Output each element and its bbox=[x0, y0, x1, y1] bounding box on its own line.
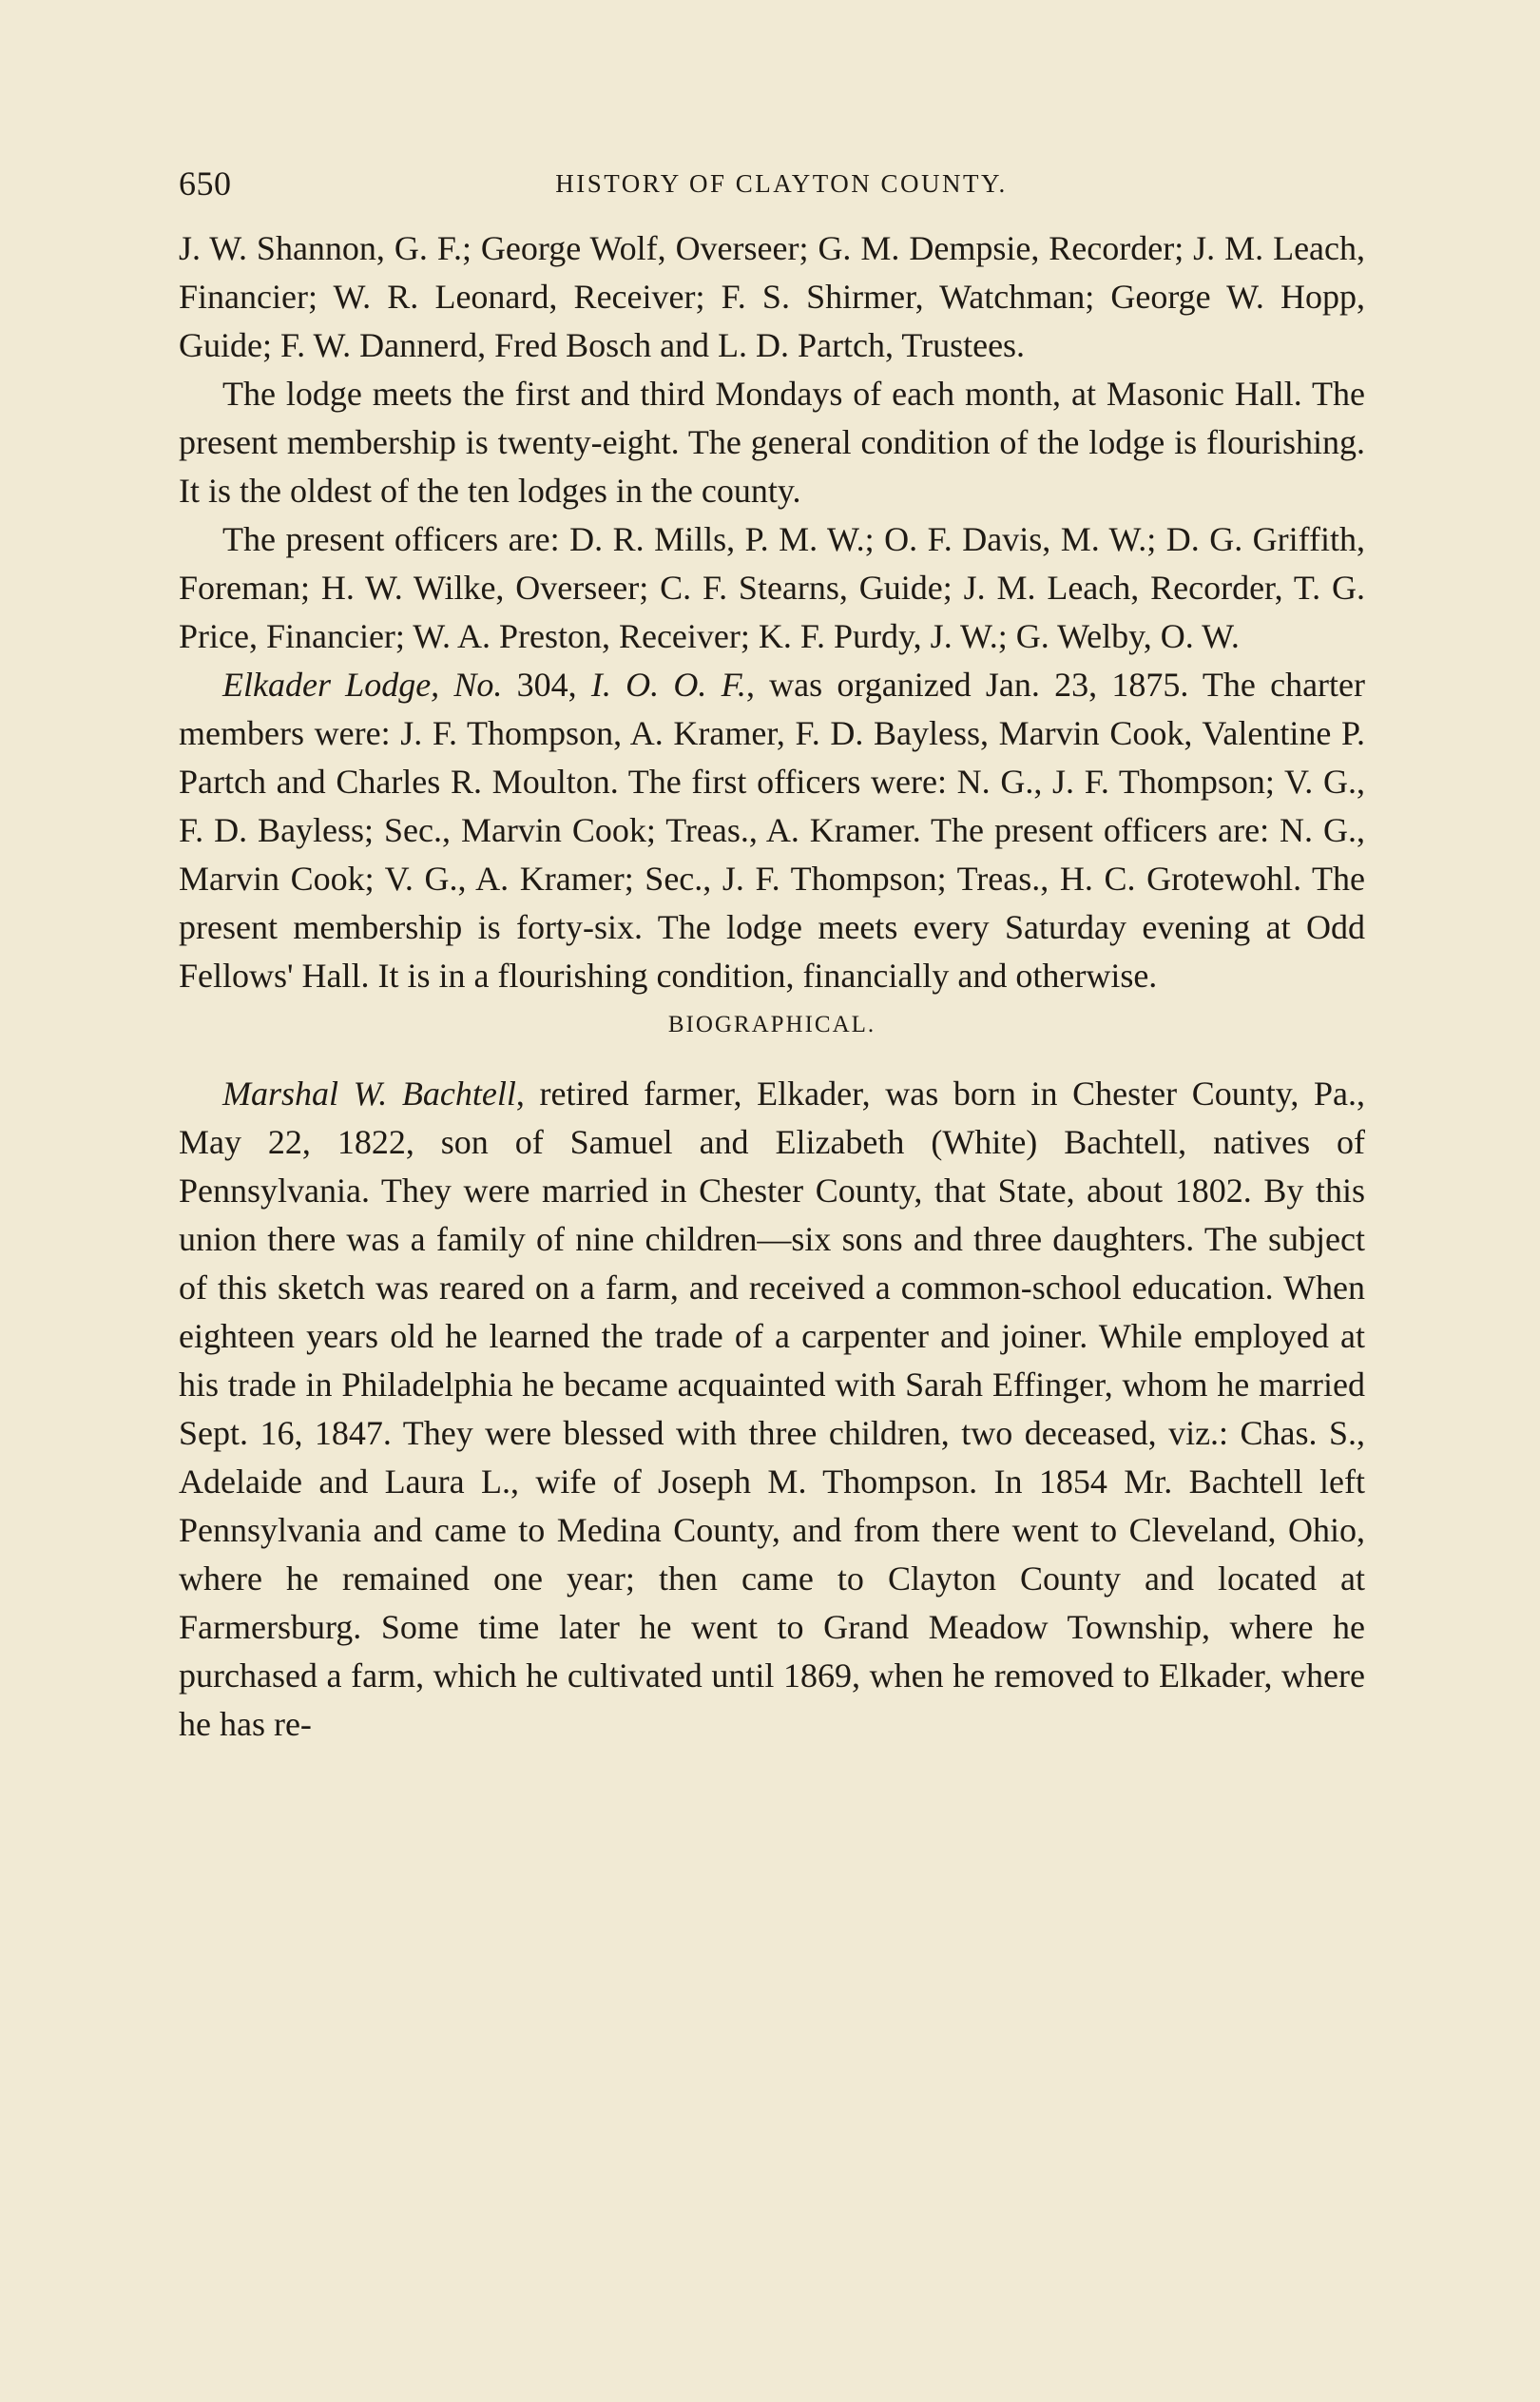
biography-subject-name: Marshal W. Bachtell bbox=[222, 1075, 516, 1113]
running-head: HISTORY OF CLAYTON COUNTY. bbox=[555, 169, 1008, 198]
lodge-order: I. O. O. F. bbox=[590, 666, 746, 704]
paragraph-lodge-meetings: The lodge meets the first and third Mondays of each month, at Masonic Hall. The present membership is twenty-eight. The general condition of the lodge is flourishing. It is the oldest of the ten lodges in the county. bbox=[179, 375, 1365, 510]
page-header bbox=[179, 164, 1384, 205]
biography-text: , retired farmer, Elkader, was born in Chester County, Pa., May 22, 1822, son of Samuel and Elizabeth (White) Bachtell, natives of Pennsylvania. They were married in Chester County, that State, about 1802. By this union there was a family of nine children—six sons and three daughters. The subject of this sketch was reared on a farm, and received a common-school education. When eighteen years old he learned the trade of a carpenter and joiner. While employed at his trade in Philadelphia he became acquainted with Sarah Effinger, whom he married Sept. 16, 1847. They were blessed with three children, two deceased, viz.: Chas. S., Adelaide and Laura L., wife of Joseph M. Thompson. In 1854 Mr. Bachtell left Pennsylvania and came to Medina County, and from there went to Cleveland, Ohio, where he remained one year; then came to Clayton County and located at Farmersburg. Some time later he went to Grand Meadow Township, where he purchased a farm, which he cultivated until 1869, when he removed to Elkader, where he has re- bbox=[179, 1075, 1365, 1743]
paragraph-officers-continued: J. W. Shannon, G. F.; George Wolf, Overseer; G. M. Dempsie, Recorder; J. M. Leach, Financier; W. R. Leonard, Receiver; F. S. Shirmer, Watchman; George W. Hopp, Guide; F. W. Dannerd, Fred Bosch and L. D. Partch, Trustees. bbox=[179, 229, 1365, 364]
lodge-history-text: , was organized Jan. 23, 1875. The charter members were: J. F. Thompson, A. Kramer, F. D. Bayless, Marvin Cook, Valentine P. Partch and Charles R. Moulton. The first officers were: N. G., J. F. Thompson; V. G., F. D. Bayless; Sec., Marvin Cook; Treas., A. Kramer. The present officers are: N. G., Marvin Cook; V. G., A. Kramer; Sec., J. F. Thompson; Treas., H. C. Grotewohl. The present membership is forty-six. The lodge meets every Saturday evening at Odd Fellows' Hall. It is in a flourishing condition, financially and otherwise. bbox=[179, 666, 1366, 995]
lodge-number: 304, bbox=[502, 666, 591, 704]
paragraph-biography bbox=[179, 1070, 1365, 1749]
paragraph-elkader-lodge bbox=[179, 661, 1365, 1000]
section-heading-biographical: BIOGRAPHICAL. bbox=[667, 1012, 876, 1037]
paragraph-present-officers: The present officers are: D. R. Mills, P. M. W.; O. F. Davis, M. W.; D. G. Griffith, Foreman; H. W. Wilke, Overseer; C. F. Stearns, Guide; J. M. Leach, Recorder, T. G. Price, Financier; W. A. Preston, Receiver; K. F. Purdy, J. W.; G. Welby, O. W. bbox=[179, 520, 1365, 655]
body-text bbox=[179, 224, 1365, 1749]
page-number: 650 bbox=[179, 165, 232, 203]
lodge-name: Elkader Lodge, No. bbox=[222, 666, 503, 704]
